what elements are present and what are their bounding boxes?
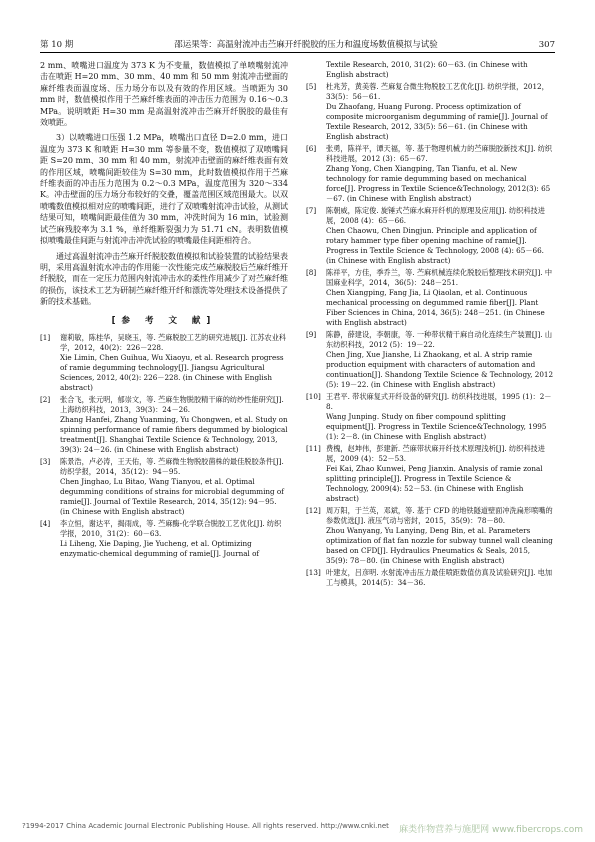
reference-number: [12] bbox=[306, 506, 321, 515]
body-paragraph: 通过高温射流冲击苎麻开纤脱胶数值模拟和试验装置的试验结果表明，采用高温射流水冲击的作用能一次性能完成苎麻脱胶后苎麻纤维开纤脱胶，而在一定压力范围内射流冲击水的柔性作用减少了对苎麻纤维的损伤，该技术工艺为研制苎麻纤维开纤和漂洗等处理技术设备提供了新的技术基础。 bbox=[40, 251, 288, 307]
reference-list-left bbox=[40, 333, 288, 559]
issue-number: 第 10 期 bbox=[40, 40, 74, 50]
reference-line: Li Liheng, Xie Daping, Jie Yucheng, et al. Optimizing enzymatic-chemical degumming of ramie[J]. Journal of bbox=[60, 538, 260, 558]
reference-number: [7] bbox=[306, 206, 317, 215]
reference-item bbox=[306, 330, 554, 390]
reference-number bbox=[306, 60, 326, 80]
references-heading: [参 考 文 献] bbox=[111, 315, 217, 326]
reference-number: [11] bbox=[306, 444, 321, 453]
reference-number: [2] bbox=[40, 394, 51, 404]
reference-line: Xie Limin, Chen Guihua, Wu Xiaoyu, et al. Research progress of ramie degumming technology[J]. Jiangsu Agricultural Sciences, 2012, 40(2): 226－228. (in Chinese with English abstract) bbox=[60, 352, 284, 392]
reference-text bbox=[326, 82, 554, 142]
reference-list-right bbox=[306, 60, 554, 588]
reference-line: Chen Xiangping, Fang Jia, Li Qiaolan, et al. Continuous mechanical processing on degummed ramie fiber[J]. Plant Fiber Sciences in China, 2014, 36(5): 248－251. (in Chinese with English abstract) bbox=[326, 288, 545, 327]
reference-line: 费槐，赵坤伟，彭建新. 苎麻带状麻开纤技术原理浅析[J]. 纺织科技进展，2009 (4)：52－53. bbox=[326, 444, 545, 463]
reference-text bbox=[326, 144, 554, 204]
reference-number: [1] bbox=[40, 332, 51, 342]
reference-line: 陈祥平，方佳，季乔兰，等. 苎麻机械连续化脱胶后整理技术研究[J]. 中国麻业科学，2014，36(5)：248－251. bbox=[326, 268, 553, 287]
reference-text bbox=[60, 519, 288, 559]
reference-number: [9] bbox=[306, 330, 317, 339]
reference-line: 杜兆芳，黄美蓉. 苎麻复合微生物脱胶工艺优化[J]. 纺织学报，2012，33(5)：56－61. bbox=[326, 82, 549, 101]
reference-text bbox=[326, 330, 554, 390]
reference-line: 叶建友，吕彦明. 水射流冲击压力最佳喷距数值仿真及试验研究[J]. 电加工与模具，2014(5)：34－36. bbox=[326, 568, 553, 587]
right-column bbox=[306, 60, 554, 590]
reference-line: 张合飞，张元明，郁崇文，等. 苎麻生物脱胶精干麻的纺纱性能研究[J]. 上海纺织科技，2013，39(3)：24－26. bbox=[60, 394, 284, 414]
running-title: 邵运果等：高温射流冲击苎麻开纤脱胶的压力和温度场数值模拟与试验 bbox=[174, 40, 438, 50]
left-column bbox=[40, 60, 288, 561]
reference-item bbox=[306, 506, 554, 566]
reference-item bbox=[306, 444, 554, 504]
reference-text bbox=[326, 568, 554, 588]
reference-line: Chen Jing, Xue Jianshe, Li Zhaokang, et al. A strip ramie production equipment with characters of automation and continuation[J]. Shandong Textile Science & Technology, 2012 (5): 19－22. (in Chinese with English abstract) bbox=[326, 350, 554, 389]
page-number: 307 bbox=[538, 40, 555, 50]
reference-text bbox=[326, 268, 554, 328]
reference-line: 李立恒，谢达平，揭雨成，等. 苎麻酶-化学联合脱胶工艺优化[J]. 纺织学报，2010，31(2)：60－63. bbox=[60, 518, 282, 538]
reference-item bbox=[40, 519, 288, 559]
reference-item bbox=[306, 206, 554, 266]
reference-text bbox=[326, 206, 554, 266]
reference-text bbox=[326, 392, 554, 442]
reference-number: [6] bbox=[306, 144, 317, 153]
reference-number: [8] bbox=[306, 268, 317, 277]
reference-number: [10] bbox=[306, 392, 321, 401]
reference-number: [3] bbox=[40, 456, 51, 466]
reference-line: Zhang Hanfei, Zhang Yuanming, Yu Chongwen, et al. Study on spinning performance of ramie fibers degummed by biological treatment[J]. Shanghai Textile Science & Technology, 2013, 39(3): 24－26. (in Chinese with English abstract) bbox=[60, 414, 288, 454]
reference-line: Wang Junping. Study on fiber compound splitting equipment[J]. Progress in Textile Science&Technology, 1995 (1): 2－8. (in Chinese with English abstract) bbox=[326, 412, 547, 441]
reference-item bbox=[40, 395, 288, 455]
reference-text bbox=[326, 506, 554, 566]
reference-text bbox=[60, 457, 288, 517]
reference-item bbox=[306, 392, 554, 442]
copyright-line: ?1994-2017 China Academic Journal Electronic Publishing House. All rights reserved. http://www.cnki.net bbox=[22, 822, 389, 830]
reference-item bbox=[306, 60, 554, 80]
reference-line: Chen Jinghao, Lu Bitao, Wang Tianyou, et al. Optimal degumming conditions of strains for microbial degumming of ramie[J]. Journal of Textile Research, 2014, 35(12): 94－95. (in Chinese with English abstract) bbox=[60, 476, 284, 516]
reference-line: 谢莉敏，陈桂华，吴晓玉，等. 苎麻脱胶工艺的研究进展[J]. 江苏农业科学，2012，40(2)：226－228. bbox=[60, 332, 287, 352]
reference-item bbox=[306, 144, 554, 204]
reference-line: Fei Kai, Zhao Kunwei, Peng Jianxin. Analysis of ramie zonal splitting principle[J]. Progress in Textile Science & Technology, 2009(4): 52－53. (in Chinese with English abstract) bbox=[326, 464, 543, 503]
reference-number: [4] bbox=[40, 518, 51, 528]
reference-text bbox=[326, 60, 554, 80]
reference-item bbox=[40, 333, 288, 393]
reference-line: 张勇，陈祥平，谭天福，等. 基于物理机械力的苎麻脱胶新技术[J]. 纺织科技进展，2012 (3)：65－67. bbox=[326, 144, 553, 163]
running-head bbox=[40, 36, 555, 50]
watermark: 麻类作物营养与施肥网 www.fibercrops.com bbox=[399, 825, 583, 835]
reference-item bbox=[40, 457, 288, 517]
reference-line: 周万阳，于兰英，邓斌，等. 基于 CFD 的地铁隧道壁面冲洗扁形喷嘴的参数优选[J]. 液压气动与密封，2015，35(9)：78－80. bbox=[326, 506, 553, 525]
reference-line: Du Zhaofang, Huang Furong. Process optimization of composite microorganism degumming of ramie[J]. Journal of Textile Research, 2012, 33(5): 56－61. (in Chinese with English abstract) bbox=[326, 102, 548, 141]
reference-line: 陈朝威，陈定俊. 旋锤式苎麻水麻开纤机的原理及应用[J]. 纺织科技进展，2008 (4)：65－66. bbox=[326, 206, 545, 225]
reference-line: Textile Research, 2010, 31(2): 60－63. (in Chinese with English abstract) bbox=[326, 60, 528, 79]
reference-line: Zhou Wanyang, Yu Lanying, Deng Bin, et al. Parameters optimization of flat fan nozzle for subway tunnel wall cleaning based on CFD[J]. Hydraulics Pneumatics & Seals, 2015, 35(9): 78－80. (in Chinese with English abstract) bbox=[326, 526, 553, 565]
reference-item bbox=[306, 268, 554, 328]
reference-number: [13] bbox=[306, 568, 321, 577]
reference-item bbox=[306, 82, 554, 142]
reference-number: [5] bbox=[306, 82, 317, 91]
body-paragraph: 2 mm、喷嘴进口温度为 373 K 为不变量，数值模拟了单喷嘴射流冲击在喷距 H=20 mm、30 mm、40 mm 和 50 mm 射流冲击壁面的麻纤维表面温度场、压力场分布以及有效的作用区域。当喷距为 30 mm 时，数值模拟作用于苎麻纤维表面的冲击压力范围为 0.16～0.3 MPa。说明喷距 H=30 mm 是高温射流冲击苎麻开纤脱胶的最佳有效喷距。 bbox=[40, 61, 288, 128]
page-footer bbox=[22, 822, 583, 835]
reference-line: 王君平. 带状麻复式开纤设备的研究[J]. 纺织科技进展，1995 (1)：2－8. bbox=[326, 392, 552, 411]
reference-text bbox=[60, 333, 288, 393]
reference-line: 陈静，薛建设，李朝康，等. 一种带状精干麻自动化连续生产装置[J]. 山东纺织科技，2012 (5)：19－22. bbox=[326, 330, 553, 349]
reference-line: Chen Chaowu, Chen Dingjun. Principle and application of rotary hammer type fiber opening machine of ramie[J]. Progress in Textile Science & Technology, 2008 (4): 65－66. (in Chinese with English abstract) bbox=[326, 226, 544, 265]
body-paragraph: 3）以喷嘴进口压强 1.2 MPa，喷嘴出口直径 D=2.0 mm，进口温度为 373 K 和喷距 H=30 mm 等参量不变，数值模拟了双喷嘴间距 S=20 mm、30 mm 和 40 mm，射流冲击壁面的麻纤维表面有效的作用区域，喷嘴间距较佳为 S=30 mm，此时数值模拟作用于苎麻纤维表面的冲击压力范围为 0.2～0.3 MPa，温度范围为 320～334 K。冲击壁面的压力场分布较好的交叠，覆盖范围区域范围最大。以双喷嘴数值模拟相对应的喷嘴间距，进行了双喷嘴射流冲击试验，从测试结果可知，喷嘴间距最佳值为 30 mm，冲洗时间为 16 min，试验测试苎麻残胶率为 3.1 %，单纤维断裂强力为 51.71 cN。表明数值模拟喷嘴最佳间距与射流冲击冲洗试验的喷嘴最佳间距相符合。 bbox=[40, 133, 288, 246]
reference-line: Zhang Yong, Chen Xiangping, Tan Tianfu, et al. New technology for ramie degumming based on mechanical force[J]. Progress in Textile Science&Technology, 2012(3): 65－67. (in Chinese with English abstract) bbox=[326, 164, 551, 203]
header-rule bbox=[40, 52, 555, 53]
reference-item bbox=[306, 568, 554, 588]
reference-text bbox=[326, 444, 554, 504]
reference-text bbox=[60, 395, 288, 455]
reference-line: 陈景浩，卢必涛，王天佑，等. 苎麻微生物脱胶菌株的最佳脱胶条件[J]. 纺织学报，2014，35(12)：94－95. bbox=[60, 456, 284, 476]
